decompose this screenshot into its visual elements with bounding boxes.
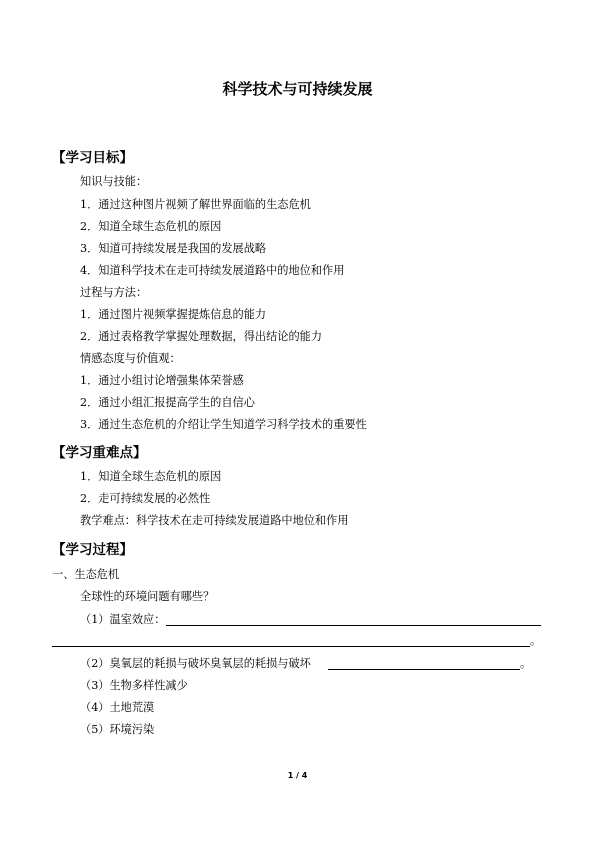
answer-blank[interactable] bbox=[166, 625, 541, 626]
key-point-item: 1．知道全球生态危机的原因 bbox=[80, 470, 222, 483]
answer-blank[interactable] bbox=[328, 669, 520, 670]
emotion-item: 3．通过生态危机的介绍让学生知道学习科学技术的重要性 bbox=[80, 418, 367, 431]
document-title: 科学技术与可持续发展 bbox=[222, 80, 373, 98]
knowledge-item: 3．知道可持续发展是我国的发展战略 bbox=[80, 242, 267, 255]
knowledge-item: 2．知道全球生态危机的原因 bbox=[80, 220, 222, 233]
process-label: 过程与方法： bbox=[80, 286, 148, 299]
emotion-item: 2．通过小组汇报提高学生的自信心 bbox=[80, 396, 255, 409]
objectives-heading: 【学习目标】 bbox=[52, 150, 133, 166]
process-item: 1．通过图片视频掌握提炼信息的能力 bbox=[80, 308, 267, 321]
period-mark: 。 bbox=[530, 634, 542, 647]
knowledge-label: 知识与技能： bbox=[80, 175, 148, 188]
process-heading: 【学习过程】 bbox=[52, 542, 133, 558]
page-number: 1 / 4 bbox=[287, 771, 308, 780]
environment-item-ozone: （2）臭氧层的耗损与破坏臭氧层的耗损与破坏 bbox=[80, 657, 311, 670]
environment-item-pollution: （5）环境污染 bbox=[80, 723, 155, 736]
emotion-item: 1．通过小组讨论增强集体荣誉感 bbox=[80, 374, 244, 387]
answer-blank[interactable] bbox=[52, 646, 530, 647]
knowledge-item: 4．知道科学技术在走可持续发展道路中的地位和作用 bbox=[80, 264, 345, 277]
key-point-item: 2．走可持续发展的必然性 bbox=[80, 492, 211, 505]
knowledge-item: 1．通过这种图片视频了解世界面临的生态危机 bbox=[80, 198, 311, 211]
difficulty-text: 教学难点：科学技术在走可持续发展道路中地位和作用 bbox=[80, 514, 349, 527]
key-points-heading: 【学习重难点】 bbox=[52, 445, 147, 461]
environment-item-greenhouse: （1）温室效应： bbox=[80, 613, 166, 626]
period-mark: 。 bbox=[520, 657, 532, 670]
question-text: 全球性的环境问题有哪些？ bbox=[80, 590, 215, 603]
process-item: 2．通过表格教学掌握处理数据，得出结论的能力 bbox=[80, 330, 323, 343]
part-title: 一、生态危机 bbox=[52, 568, 120, 581]
emotion-label: 情感态度与价值观： bbox=[80, 352, 181, 365]
environment-item-desert: （4）土地荒漠 bbox=[80, 701, 155, 714]
environment-item-biodiversity: （3）生物多样性减少 bbox=[80, 679, 188, 692]
